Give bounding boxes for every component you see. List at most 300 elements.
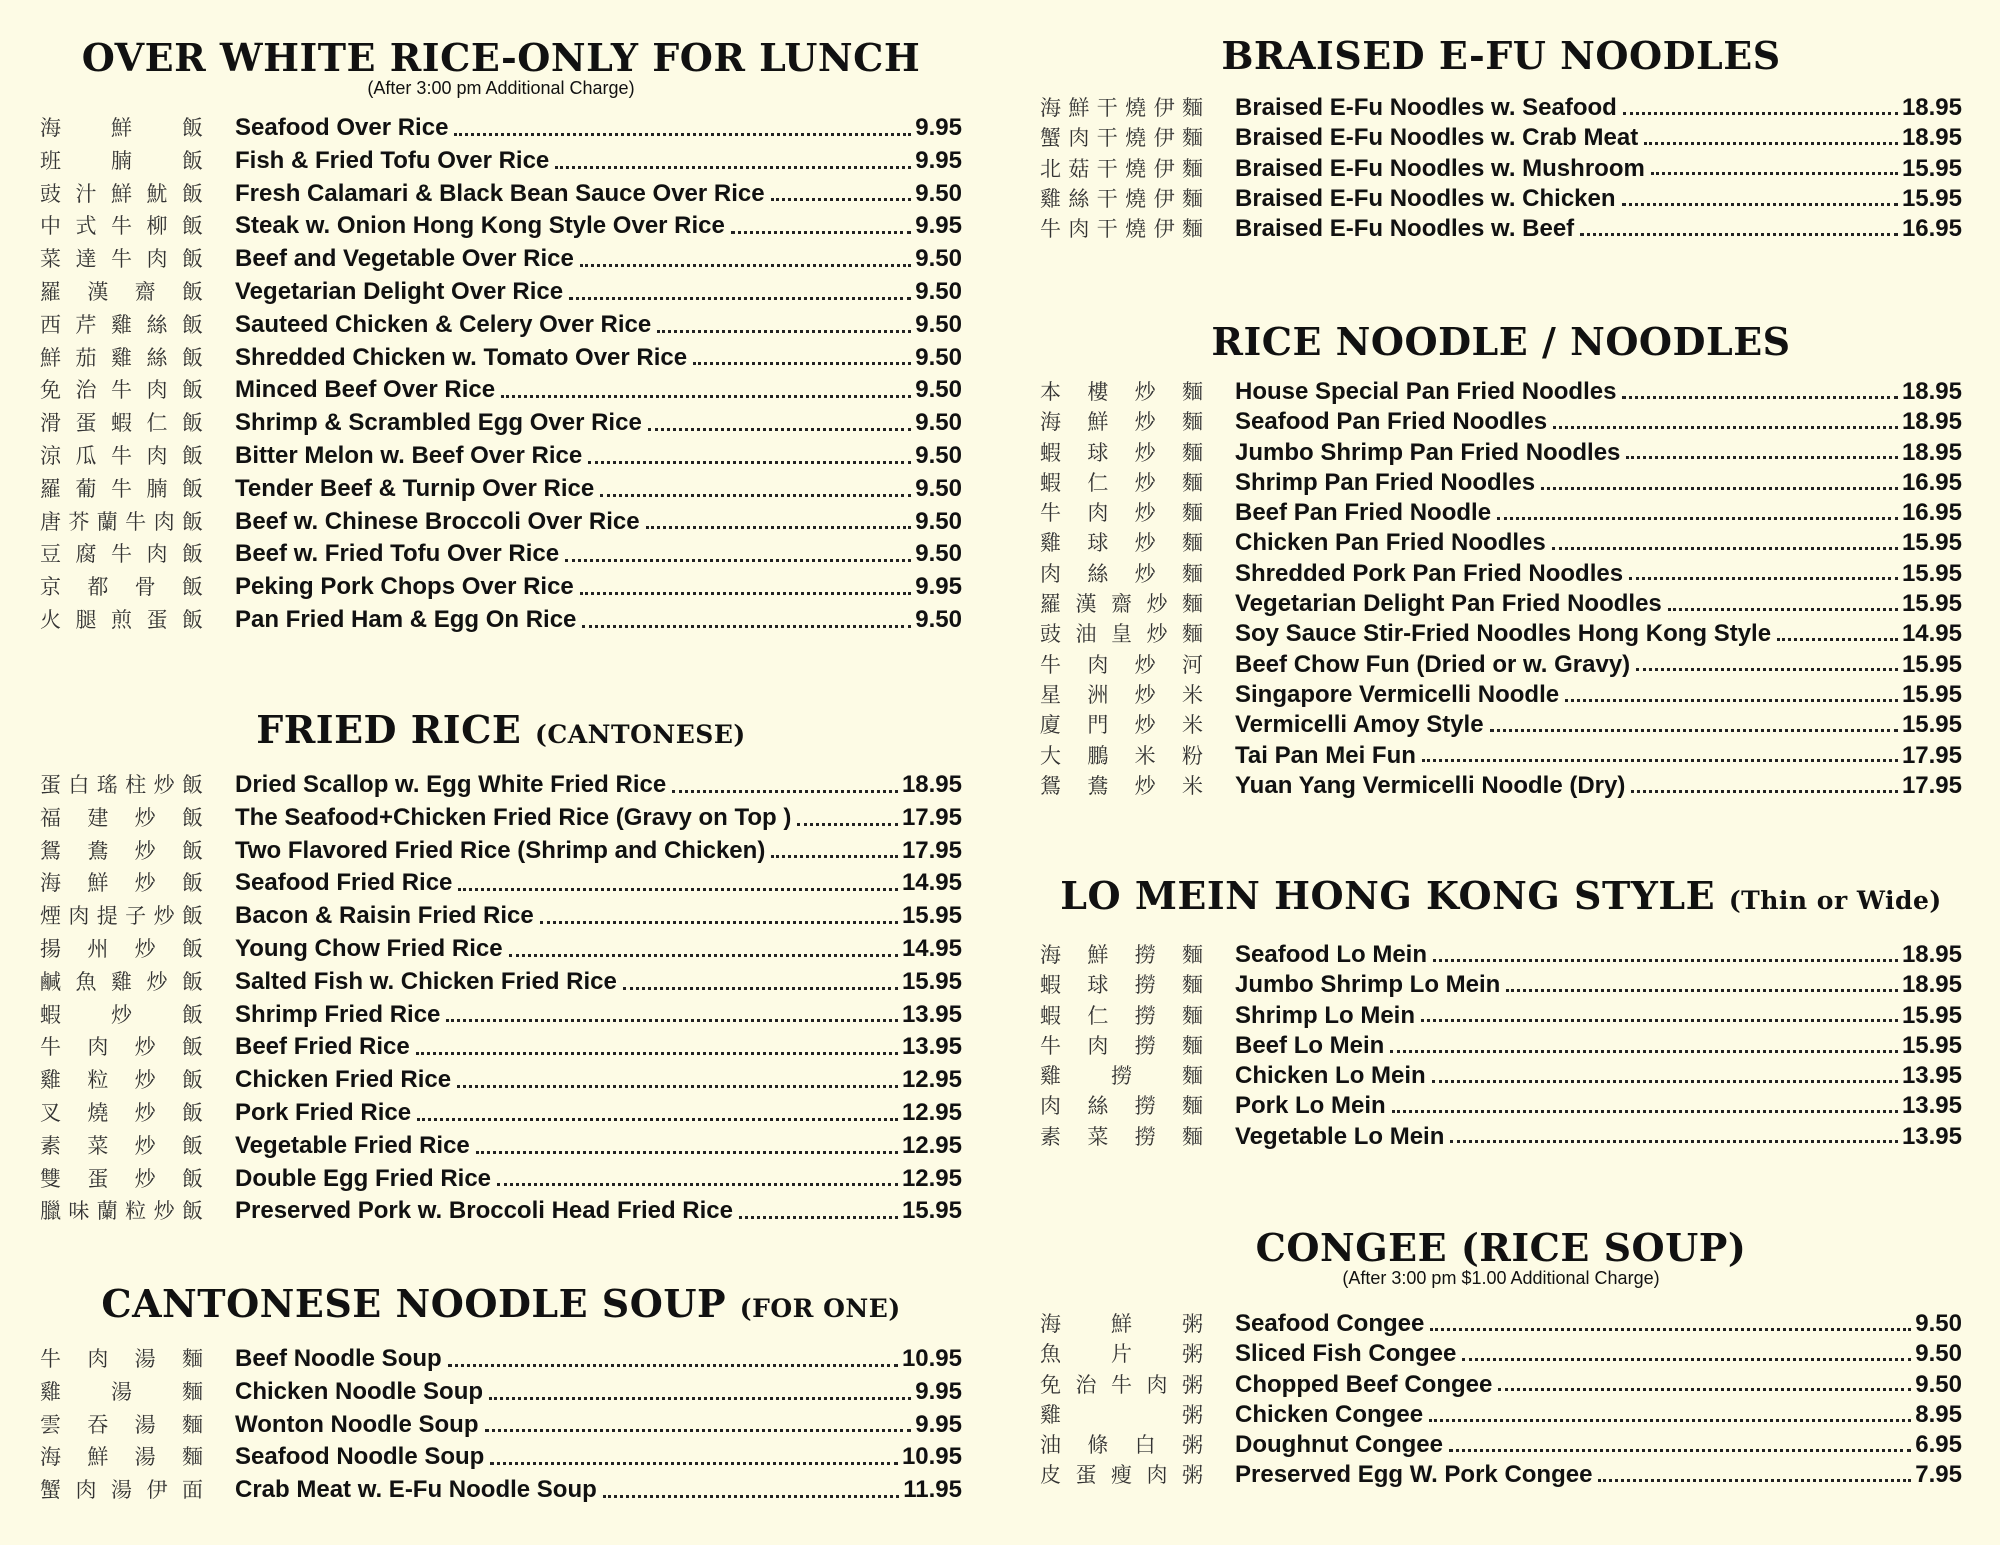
menu-item-list	[1040, 1308, 1962, 1490]
menu-item-price: 9.95	[915, 573, 962, 601]
menu-item	[1040, 437, 1962, 467]
menu-item	[1040, 1338, 1962, 1368]
menu-item-price: 9.50	[915, 179, 962, 207]
menu-item	[1040, 1030, 1962, 1060]
menu-item-name: Shrimp Lo Mein	[1235, 1001, 1415, 1029]
menu-item-price: 18.95	[1901, 941, 1962, 968]
menu-item	[1040, 1429, 1962, 1459]
menu-item-name: Yuan Yang Vermicelli Noodle (Dry)	[1235, 771, 1626, 799]
menu-item-price: 13.95	[1901, 1122, 1962, 1150]
menu-item-list	[40, 1343, 962, 1507]
menu-item-price: 9.50	[915, 474, 962, 502]
menu-item	[1040, 92, 1962, 122]
menu-item-price: 9.95	[915, 1377, 962, 1405]
menu-item-name: Pork Lo Mein	[1235, 1092, 1386, 1120]
menu-item-chinese-name: 雙 蛋 炒 飯	[40, 1166, 203, 1191]
menu-item-price: 9.50	[915, 605, 962, 633]
dot-leader	[582, 625, 911, 628]
menu-item-chinese-name: 西 芹 雞 絲 飯	[40, 312, 203, 337]
menu-item-price: 9.50	[915, 409, 962, 437]
menu-item-name: Pan Fried Ham & Egg On Rice	[235, 605, 577, 633]
dot-leader	[1777, 638, 1898, 641]
menu-item	[1040, 558, 1962, 588]
menu-item-price: 9.50	[915, 343, 962, 371]
dot-leader	[797, 823, 898, 826]
menu-item-name: Chicken Fried Rice	[235, 1066, 452, 1094]
menu-item-chinese-name: 揚 州 炒 飯	[40, 936, 203, 961]
menu-item-chinese-name: 豆 腐 牛 肉 飯	[40, 542, 203, 567]
menu-item-price: 17.95	[1901, 741, 1962, 769]
menu-item-chinese-name: 海 鮮 飯	[40, 116, 203, 140]
dot-leader	[1450, 1140, 1898, 1143]
menu-item	[1040, 939, 1962, 969]
dot-leader	[457, 1085, 898, 1088]
menu-item-chinese-name: 海 鮮 撈 麵	[1040, 943, 1203, 967]
dot-leader	[448, 1364, 898, 1367]
section-note: (After 3:00 pm $1.00 Additional Charge)	[1342, 1268, 1660, 1288]
menu-item-chinese-name: 皮 蛋 瘦 肉 粥	[1040, 1463, 1203, 1488]
menu-item	[40, 867, 962, 900]
section-title: CONGEE (RICE SOUP)	[1255, 1225, 1747, 1270]
menu-item-name: Seafood Fried Rice	[235, 869, 453, 897]
dot-leader	[588, 461, 911, 464]
dot-leader	[1668, 608, 1898, 611]
menu-item-price: 9.95	[915, 146, 962, 174]
dot-leader	[600, 494, 911, 497]
menu-item-name: Seafood Noodle Soup	[235, 1443, 485, 1471]
dot-leader	[603, 1495, 899, 1498]
menu-item-price: 18.95	[901, 771, 962, 798]
section-lo-mein	[1040, 874, 1962, 1151]
dot-leader	[1622, 396, 1898, 399]
menu-item	[40, 571, 962, 604]
menu-item-name: Jumbo Shrimp Lo Mein	[1235, 971, 1501, 999]
section-title-suffix: (FOR ONE)	[739, 1294, 901, 1323]
menu-item-chinese-name: 雞 撈 麵	[1040, 1064, 1203, 1089]
menu-item	[40, 145, 962, 178]
menu-item-name: Vegetarian Delight Pan Fried Noodles	[1235, 590, 1662, 618]
section-over-rice	[40, 36, 962, 637]
menu-item-price: 15.95	[1901, 154, 1962, 182]
menu-item	[1040, 1121, 1962, 1151]
menu-item-name: Beef and Vegetable Over Rice	[235, 245, 574, 273]
menu-item-chinese-name: 雞 湯 麵	[40, 1379, 203, 1404]
menu-item-price: 15.95	[1901, 590, 1962, 618]
menu-item-price: 8.95	[1915, 1400, 1962, 1428]
menu-item	[1040, 1459, 1962, 1489]
dot-leader	[1629, 577, 1898, 580]
menu-item-chinese-name: 火 腿 煎 蛋 飯	[40, 607, 203, 632]
menu-item-chinese-name: 鮮 茄 雞 絲 飯	[40, 345, 203, 370]
menu-item-price: 12.95	[901, 1098, 962, 1126]
menu-item-name: Beef w. Fried Tofu Over Rice	[235, 540, 560, 568]
section-title: OVER WHITE RICE-ONLY FOR LUNCH	[81, 35, 921, 80]
dot-leader	[1498, 1388, 1911, 1391]
menu-item	[40, 1163, 962, 1196]
menu-item-price: 10.95	[901, 1345, 962, 1372]
dot-leader	[580, 264, 911, 267]
dot-leader	[693, 362, 911, 365]
menu-item-chinese-name: 海 鮮 粥	[1040, 1312, 1203, 1336]
menu-item-price: 15.95	[901, 967, 962, 995]
menu-item-name: Braised E-Fu Noodles w. Seafood	[1235, 94, 1617, 121]
menu-item	[40, 210, 962, 243]
menu-item	[40, 802, 962, 835]
menu-item-name: Braised E-Fu Noodles w. Beef	[1235, 215, 1575, 243]
menu-item-chinese-name: 油 條 白 粥	[1040, 1433, 1203, 1458]
menu-item-chinese-name: 唐 芥 蘭 牛 肉 飯	[40, 509, 203, 534]
menu-item-price: 15.95	[1901, 1031, 1962, 1059]
menu-item	[1040, 376, 1962, 406]
dot-leader	[1553, 426, 1898, 429]
menu-item-name: Beef Fried Rice	[235, 1033, 410, 1061]
menu-item-name: Soy Sauce Stir-Fried Noodles Hong Kong Style	[1235, 620, 1772, 648]
menu-item	[40, 769, 962, 802]
menu-item-name: Two Flavored Fried Rice (Shrimp and Chicken)	[235, 836, 766, 864]
dot-leader	[580, 592, 912, 595]
menu-item-name: Beef Noodle Soup	[235, 1345, 442, 1372]
menu-item-name: Chopped Beef Congee	[1235, 1370, 1493, 1398]
menu-item-list	[40, 112, 962, 637]
menu-item-chinese-name: 牛 肉 炒 河	[1040, 652, 1203, 677]
menu-item-chinese-name: 免 治 牛 肉 飯	[40, 378, 203, 403]
dot-leader	[454, 133, 911, 136]
menu-item	[40, 1130, 962, 1163]
menu-item-price: 15.95	[1901, 559, 1962, 587]
menu-item-name: Chicken Congee	[1235, 1400, 1424, 1428]
menu-item-name: Peking Pork Chops Over Rice	[235, 573, 574, 601]
menu-item-name: Sauteed Chicken & Celery Over Rice	[235, 310, 652, 338]
menu-item	[40, 538, 962, 571]
menu-item-price: 13.95	[1901, 1092, 1962, 1120]
menu-item-name: Seafood Over Rice	[235, 114, 449, 141]
menu-item-name: Preserved Egg W. Pork Congee	[1235, 1461, 1593, 1489]
menu-item-chinese-name: 北 菇 干 燒 伊 麵	[1040, 156, 1203, 181]
menu-item-price: 6.95	[1915, 1431, 1962, 1459]
menu-item	[1040, 467, 1962, 497]
menu-item-name: Bitter Melon w. Beef Over Rice	[235, 441, 583, 469]
dot-leader	[1449, 1449, 1911, 1452]
menu-item-chinese-name: 大 鵬 米 粉	[1040, 743, 1203, 768]
menu-item-name: Beef w. Chinese Broccoli Over Rice	[235, 507, 640, 535]
menu-item-price: 18.95	[1901, 408, 1962, 436]
dot-leader	[739, 1216, 898, 1219]
menu-item	[1040, 1090, 1962, 1120]
menu-item-name: Chicken Lo Mein	[1235, 1062, 1426, 1090]
section-title: FRIED RICE (CANTONESE)	[256, 707, 746, 752]
menu-item	[1040, 618, 1962, 648]
menu-item-chinese-name: 廈 門 炒 米	[1040, 713, 1203, 738]
menu-item-price: 14.95	[901, 869, 962, 897]
dot-leader	[501, 395, 911, 398]
menu-item	[40, 1031, 962, 1064]
menu-item-price: 15.95	[1901, 650, 1962, 678]
menu-item-chinese-name: 豉 汁 鮮 魷 飯	[40, 181, 203, 206]
menu-item	[1040, 740, 1962, 770]
dot-leader	[1429, 1419, 1911, 1422]
menu-item-list	[1040, 376, 1962, 800]
menu-item-price: 9.50	[915, 507, 962, 535]
section-fried-rice	[40, 708, 962, 1228]
menu-item-chinese-name: 鹹 魚 雞 炒 飯	[40, 969, 203, 994]
dot-leader	[1598, 1479, 1911, 1482]
menu-item	[40, 407, 962, 440]
menu-item-chinese-name: 本 樓 炒 麵	[1040, 380, 1203, 404]
menu-item-list	[1040, 92, 1962, 243]
menu-item-chinese-name: 蛋 白 瑤 柱 炒 飯	[40, 773, 203, 797]
menu-item	[1040, 122, 1962, 152]
menu-item-name: Preserved Pork w. Broccoli Head Fried Rice	[235, 1197, 733, 1225]
menu-item-name: Singapore Vermicelli Noodle	[1235, 680, 1560, 708]
menu-item	[1040, 649, 1962, 679]
section-title: RICE NOODLE / NOODLES	[1211, 319, 1791, 364]
dot-leader	[1644, 142, 1898, 145]
dot-leader	[1552, 547, 1898, 550]
dot-leader	[1390, 1050, 1898, 1053]
menu-item-name: Seafood Congee	[1235, 1310, 1425, 1337]
dot-leader	[1433, 959, 1898, 962]
menu-item-name: Fresh Calamari & Black Bean Sauce Over Rice	[235, 179, 765, 207]
dot-leader	[1421, 1019, 1898, 1022]
menu-item-price: 9.50	[915, 441, 962, 469]
dot-leader	[540, 921, 898, 924]
dot-leader	[657, 330, 911, 333]
menu-item-price: 13.95	[1901, 1062, 1962, 1090]
menu-item-price: 7.95	[1915, 1461, 1962, 1489]
menu-item	[1040, 709, 1962, 739]
menu-item	[40, 1441, 962, 1474]
menu-item-chinese-name: 海 鮮 湯 麵	[40, 1445, 203, 1470]
menu-item-chinese-name: 海 鮮 炒 麵	[1040, 410, 1203, 435]
menu-item-chinese-name: 羅 漢 齋 飯	[40, 279, 203, 304]
menu-item-price: 9.95	[915, 212, 962, 240]
menu-item-name: House Special Pan Fried Noodles	[1235, 378, 1617, 405]
menu-item-chinese-name: 菜 達 牛 肉 飯	[40, 247, 203, 272]
dot-leader	[1430, 1328, 1911, 1331]
menu-item-chinese-name: 涼 瓜 牛 肉 飯	[40, 443, 203, 468]
menu-item-name: Shredded Pork Pan Fried Noodles	[1235, 559, 1624, 587]
menu-item	[40, 604, 962, 637]
menu-item-chinese-name: 牛 肉 炒 飯	[40, 1035, 203, 1060]
menu-item-chinese-name: 蝦 球 炒 麵	[1040, 440, 1203, 465]
menu-item	[40, 999, 962, 1032]
menu-item	[1040, 213, 1962, 243]
menu-item-name: Braised E-Fu Noodles w. Chicken	[1235, 184, 1616, 212]
menu-item	[1040, 1399, 1962, 1429]
menu-item-name: Young Chow Fried Rice	[235, 934, 503, 962]
dot-leader	[490, 1462, 898, 1465]
menu-item-chinese-name: 福 建 炒 飯	[40, 805, 203, 830]
menu-item-chinese-name: 魚 片 粥	[1040, 1342, 1203, 1367]
menu-item-price: 10.95	[901, 1443, 962, 1471]
menu-item-price: 15.95	[901, 1197, 962, 1225]
menu-item-price: 9.95	[915, 1410, 962, 1438]
menu-item-chinese-name: 雞 絲 干 燒 伊 麵	[1040, 186, 1203, 211]
menu-item-chinese-name: 雞 球 炒 麵	[1040, 531, 1203, 556]
menu-item-price: 9.50	[915, 540, 962, 568]
menu-item	[1040, 1000, 1962, 1030]
menu-item-name: Pork Fried Rice	[235, 1098, 412, 1126]
menu-item	[40, 506, 962, 539]
menu-item-chinese-name: 羅 漢 齋 炒 麵	[1040, 592, 1203, 617]
menu-item-name: Shrimp Fried Rice	[235, 1000, 441, 1028]
menu-item	[40, 112, 962, 145]
dot-leader	[1622, 203, 1898, 206]
menu-item-price: 16.95	[1901, 499, 1962, 527]
dot-leader	[771, 198, 912, 201]
dot-leader	[1651, 172, 1898, 175]
menu-item-price: 14.95	[901, 934, 962, 962]
menu-item-chinese-name: 蝦 球 撈 麵	[1040, 973, 1203, 998]
menu-item-name: Seafood Pan Fried Noodles	[1235, 408, 1548, 436]
menu-item	[40, 1195, 962, 1228]
menu-item-chinese-name: 海 鮮 干 燒 伊 麵	[1040, 96, 1203, 120]
menu-item-chinese-name: 蟹 肉 干 燒 伊 麵	[1040, 126, 1203, 151]
menu-item-price: 17.95	[1901, 771, 1962, 799]
menu-item-price: 15.95	[1901, 711, 1962, 739]
dot-leader	[458, 888, 898, 891]
menu-item	[40, 1409, 962, 1442]
dot-leader	[1626, 456, 1898, 459]
menu-item-name: The Seafood+Chicken Fried Rice (Gravy on Top )	[235, 803, 792, 831]
menu-item-chinese-name: 鴛 鴦 炒 米	[1040, 773, 1203, 798]
menu-item-price: 9.50	[1915, 1340, 1962, 1368]
menu-item-chinese-name: 煙 肉 提 子 炒 飯	[40, 904, 203, 929]
menu-item-price: 11.95	[903, 1476, 962, 1504]
dot-leader	[646, 526, 912, 529]
dot-leader	[1462, 1358, 1911, 1361]
dot-leader	[489, 1397, 911, 1400]
menu-item-chinese-name: 蝦 仁 撈 麵	[1040, 1003, 1203, 1028]
menu-item-price: 12.95	[901, 1131, 962, 1159]
section-rice-noodle	[1040, 320, 1962, 800]
menu-item	[40, 1474, 962, 1507]
menu-item-price: 15.95	[1901, 1001, 1962, 1029]
menu-item-price: 9.50	[915, 310, 962, 338]
menu-item-name: Steak w. Onion Hong Kong Style Over Rice	[235, 212, 725, 240]
dot-leader	[1432, 1080, 1898, 1083]
menu-item-chinese-name: 羅 葡 牛 腩 飯	[40, 476, 203, 501]
section-title: BRAISED E-FU NOODLES	[1221, 33, 1781, 78]
menu-item-name: Tai Pan Mei Fun	[1235, 741, 1416, 769]
menu-item-price: 12.95	[901, 1066, 962, 1094]
dot-leader	[771, 855, 898, 858]
menu-item-name: Vermicelli Amoy Style	[1235, 711, 1484, 739]
menu-item-name: Vegetable Lo Mein	[1235, 1122, 1445, 1150]
menu-item	[1040, 153, 1962, 183]
menu-item-chinese-name: 牛 肉 炒 麵	[1040, 501, 1203, 526]
menu-item-price: 15.95	[901, 902, 962, 930]
menu-item	[40, 1097, 962, 1130]
menu-item-chinese-name: 海 鮮 炒 飯	[40, 871, 203, 896]
menu-item-name: Minced Beef Over Rice	[235, 376, 496, 404]
dot-leader	[1497, 517, 1898, 520]
menu-item-chinese-name: 肉 絲 炒 麵	[1040, 561, 1203, 586]
menu-item-price: 18.95	[1901, 378, 1962, 405]
menu-item-name: Salted Fish w. Chicken Fried Rice	[235, 967, 617, 995]
dot-leader	[623, 987, 898, 990]
dot-leader	[1631, 790, 1898, 793]
section-efu-noodles	[1040, 34, 1962, 243]
menu-item-chinese-name: 滑 蛋 蝦 仁 飯	[40, 411, 203, 436]
menu-item	[40, 342, 962, 375]
menu-item	[40, 309, 962, 342]
menu-item-chinese-name: 豉 油 皇 炒 麵	[1040, 622, 1203, 647]
menu-item	[40, 966, 962, 999]
menu-item-chinese-name: 星 洲 炒 米	[1040, 682, 1203, 707]
menu-item-chinese-name: 牛 肉 撈 麵	[1040, 1033, 1203, 1058]
menu-item-price: 17.95	[901, 836, 962, 864]
dot-leader	[476, 1151, 898, 1154]
menu-item	[40, 440, 962, 473]
menu-item-price: 15.95	[1901, 529, 1962, 557]
menu-item-price: 18.95	[1901, 94, 1962, 121]
menu-item	[1040, 679, 1962, 709]
menu-item	[1040, 183, 1962, 213]
menu-item-price: 15.95	[1901, 680, 1962, 708]
menu-item-name: Wonton Noodle Soup	[235, 1410, 479, 1438]
dot-leader	[1623, 112, 1898, 115]
menu-item-name: Doughnut Congee	[1235, 1431, 1443, 1459]
menu-item-chinese-name: 肉 絲 撈 麵	[1040, 1094, 1203, 1119]
dot-leader	[565, 559, 911, 562]
menu-item	[1040, 1369, 1962, 1399]
menu-item-name: Chicken Pan Fried Noodles	[1235, 529, 1546, 557]
menu-item-name: Shrimp Pan Fried Noodles	[1235, 468, 1536, 496]
menu-item	[40, 1064, 962, 1097]
dot-leader	[569, 297, 911, 300]
menu-item-name: Sliced Fish Congee	[1235, 1340, 1457, 1368]
menu-item-name: Seafood Lo Mein	[1235, 941, 1427, 968]
section-title: LO MEIN HONG KONG STYLE (Thin or Wide)	[1060, 873, 1942, 918]
menu-item-price: 14.95	[1901, 620, 1962, 648]
menu-item	[1040, 1308, 1962, 1338]
menu-item-price: 9.50	[1915, 1310, 1962, 1337]
menu-item	[1040, 1060, 1962, 1090]
menu-item-name: Vegetarian Delight Over Rice	[235, 277, 564, 305]
dot-leader	[1490, 729, 1898, 732]
menu-item	[40, 276, 962, 309]
menu-item-list	[1040, 939, 1962, 1151]
menu-item	[40, 933, 962, 966]
menu-item-chinese-name: 素 菜 炒 飯	[40, 1133, 203, 1158]
menu-item-price: 9.50	[1915, 1370, 1962, 1398]
menu-item-chinese-name: 牛 肉 湯 麵	[40, 1347, 203, 1371]
menu-item	[40, 1376, 962, 1409]
menu-item-price: 18.95	[1901, 124, 1962, 152]
menu-item-price: 12.95	[901, 1164, 962, 1192]
dot-leader	[1580, 233, 1898, 236]
dot-leader	[497, 1183, 898, 1186]
menu-item-name: Fish & Fried Tofu Over Rice	[235, 146, 550, 174]
dot-leader	[648, 428, 911, 431]
menu-item-price: 9.95	[915, 114, 962, 141]
menu-item-price: 9.50	[915, 277, 962, 305]
menu-item	[1040, 527, 1962, 557]
menu-item-price: 18.95	[1901, 438, 1962, 466]
menu-item-name: Shrimp & Scrambled Egg Over Rice	[235, 409, 642, 437]
dot-leader	[1565, 699, 1898, 702]
menu-item-price: 17.95	[901, 803, 962, 831]
menu-item	[1040, 406, 1962, 436]
menu-item-chinese-name: 蝦 仁 炒 麵	[1040, 470, 1203, 495]
menu-item-chinese-name: 素 菜 撈 麵	[1040, 1124, 1203, 1149]
menu-item-name: Tender Beef & Turnip Over Rice	[235, 474, 595, 502]
menu-item-list	[40, 769, 962, 1228]
menu-item-name: Beef Chow Fun (Dried or w. Gravy)	[1235, 650, 1631, 678]
menu-item-name: Braised E-Fu Noodles w. Crab Meat	[1235, 124, 1639, 152]
menu-item-name: Jumbo Shrimp Pan Fried Noodles	[1235, 438, 1621, 466]
